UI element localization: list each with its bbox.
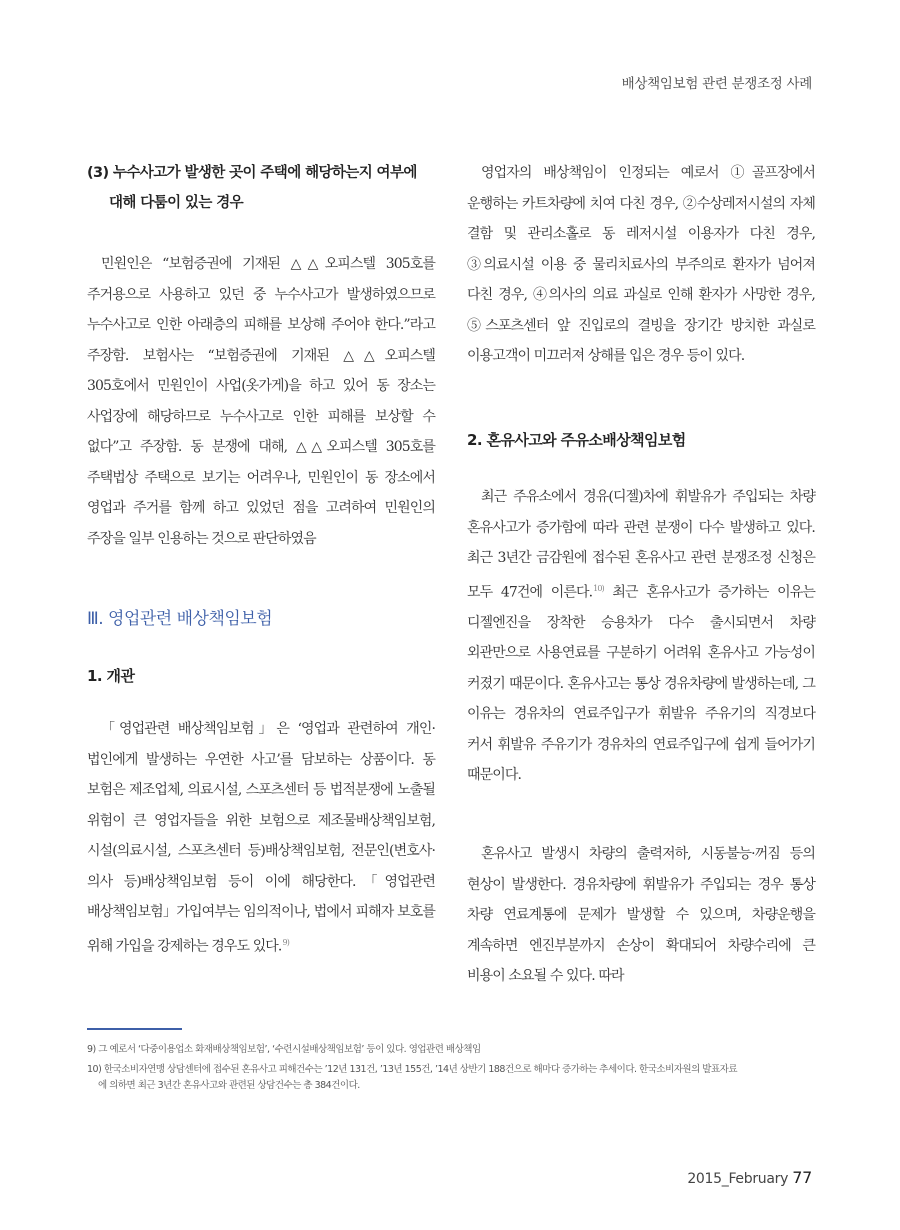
misfueling-body-a: 최근 주유소에서 경유(디젤)차에 휘발유가 주입되는 차량 혼유사고가 증가함에 따라 관련 분쟁이 다수 발생하고 있다. 최근 3년간 금감원에 접수된 혼유사고 관련 분쟁조정 신청은 모두 47건에 이른다. xyxy=(467,489,815,601)
complaint-text: 민원인은 “보험증권에 기재된 △△오피스텔 305호를 주거용으로 사용하고 있던 중 누수사고가 발생하였으므로 누수사고로 인한 아래층의 피해를 보상해 주어야 한다.”라고 주장함. 보험사는 “보험증권에 기재된 △△오피스텔 305호에서 민원인이 사업(옷가게)을 하고 있어 동 장소는 사업장에 해당하므로 누수사고로 인한 피해를 보상할 수 없다”고 주장함. 동 분쟁에 대해, △△오피스텔 305호를 주택법상 주택으로 보기는 어려우나, 민원인이 동 장소에서 영업과 주거를 함께 하고 있었던 점을 고려하여 민원인의 주장을 일부 인용하는 것으로 판단하였음 xyxy=(87,256,435,547)
subsection-3-heading-line1: (3) 누수사고가 발생한 곳이 주택에 해당하는지 여부에 xyxy=(87,165,417,181)
issue-label: 2015_February xyxy=(687,1171,789,1187)
overview-heading: 1. 개관 xyxy=(87,667,135,685)
page-number: 77 xyxy=(792,1168,812,1187)
subsection-3-heading-line2: 대해 다툼이 있는 경우 xyxy=(109,195,244,211)
overview-text xyxy=(87,714,435,962)
section-iii-title: Ⅲ. 영업관련 배상책임보험 xyxy=(87,609,273,629)
misfueling-paragraph xyxy=(467,482,815,791)
complaint-paragraph xyxy=(87,249,435,554)
misfueling-effects-text: 혼유사고 발생시 차량의 출력저하, 시동불능·꺼짐 등의 현상이 발생한다. 경유차량에 휘발유가 주입되는 경우 통상 차량 연료계통에 문제가 발생할 수 있으며, 차량운행을 계속하면 엔진부분까지 손상이 확대되어 차량수리에 큰 비용이 소요될 수 있다. 따라 xyxy=(467,846,815,984)
subsection-3-heading xyxy=(87,158,435,218)
overview-body: 「영업관련 배상책임보험」은 ‘영업과 관련하여 개인·법인에게 발생하는 우연한 사고’를 담보하는 상품이다. 동 보험은 제조업체, 의료시설, 스포츠센터 등 법적분쟁에 노출될 위험이 큰 영업자들을 위한 보험으로 제조물배상책임보험, 시설(의료시설, 스포츠센터 등)배상책임보험, 전문인(변호사·의사 등)배상책임보험 등이 이에 해당한다.「영업관련 배상책임보험」가입여부는 임의적이나, 법에서 피해자 보호를 위해 가입을 강제하는 경우도 있다. xyxy=(87,721,435,955)
footnote-10-line1: 10) 한국소비자연맹 상담센터에 접수된 혼유사고 피해건수는 ’12년 131건, ’13년 155건, ’14년 상반기 188건으로 해마다 증가하는 추세이다. 한국소비자원의 발표자료 xyxy=(87,1064,738,1075)
overview-paragraph xyxy=(87,714,435,962)
page-footer xyxy=(687,1168,812,1187)
liability-examples-paragraph xyxy=(467,158,815,372)
misfueling-effects-paragraph xyxy=(467,839,815,992)
misfueling-heading: 2. 혼유사고와 주유소배상책임보험 xyxy=(467,431,686,449)
footnote-ref-10: 10) xyxy=(593,583,604,593)
footnote-divider xyxy=(87,1028,182,1030)
footnote-9: 9) 그 예로서 ‘다중이용업소 화재배상책임보험’, ‘수련시설배상책임보험’ 등이 있다. 영업관련 배상책임 xyxy=(87,1044,481,1055)
footnotes xyxy=(87,1042,815,1098)
liability-examples-text: 영업자의 배상책임이 인정되는 예로서 ①골프장에서 운행하는 카트차량에 치여 다친 경우, ②수상레저시설의 자체 결함 및 관리소홀로 동 레저시설 이용자가 다친 경우, ③의료시설 이용 중 물리치료사의 부주의로 환자가 넘어져 다친 경우, ④의사의 의료 과실로 인해 환자가 사망한 경우, ⑤스포츠센터 앞 진입로의 결빙을 장기간 방치한 과실로 이용고객이 미끄러져 상해를 입은 경우 등이 있다. xyxy=(467,165,815,364)
footnote-ref-9: 9) xyxy=(282,937,289,947)
running-header: 배상책임보험 관련 분쟁조정 사례 xyxy=(621,76,812,92)
footnote-10-line2: 에 의하면 최근 3년간 혼유사고와 관련된 상담건수는 총 384건이다. xyxy=(98,1080,360,1091)
misfueling-body-b: 최근 혼유사고가 증가하는 이유는 디젤엔진을 장착한 승용차가 다수 출시되면서 차량 외관만으로 사용연료를 구분하기 어려워 혼유사고 가능성이 커졌기 때문이다. 혼유사고는 통상 경유차량에 발생하는데, 그 이유는 경유차의 연료주입구가 휘발유 주유기의 직경보다 커서 휘발유 주유기가 경유차의 연료주입구에 쉽게 들어가기 때문이다. xyxy=(467,584,815,784)
footnote-10 xyxy=(87,1062,815,1094)
misfueling-text xyxy=(467,482,815,791)
